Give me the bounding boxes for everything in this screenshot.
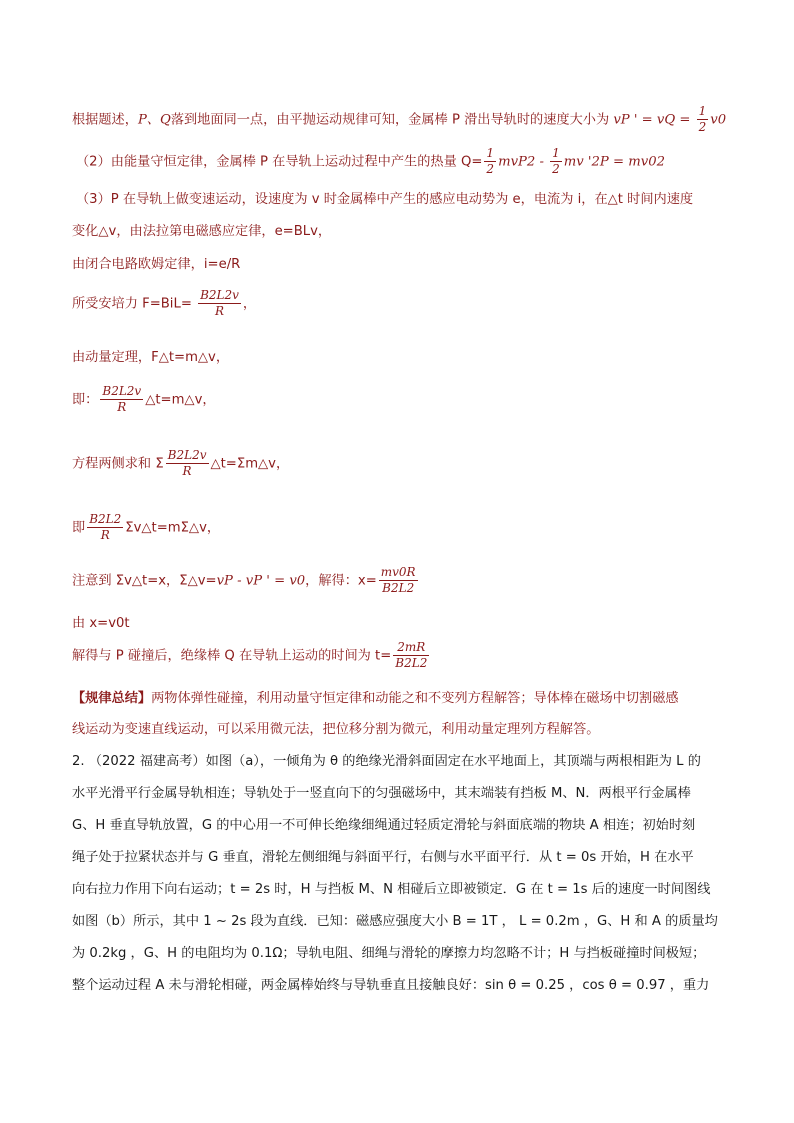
problem2-line: 如图（b）所示，其中 1 ~ 2s 段为直线．已知：磁感应强度大小 B = 1T ， L = 0.2m ，G、H 和 A 的质量均 [72,914,718,929]
text-segment: （2）由能量守恒定律，金属棒 P 在导轨上运动过程中产生的热量 Q= [76,154,483,170]
fraction-numerator: mv0R [380,565,416,579]
answer-line-9 [72,448,289,479]
fraction-numerator: 2mR [393,640,429,656]
fraction [697,104,709,135]
answer-line-6 [72,288,256,319]
answer-line-3: （3）P 在导轨上做变速运动，设速度为 v 时金属棒中产生的感应电动势为 e，电流为 i，在△t 时间内速度 [76,192,694,207]
problem2-line: 向右拉力作用下向右运动；t = 2s 时，H 与挡板 M、N 相碰后立即被锁定．G 在 t = 1s 后的速度一时间图线 [72,882,711,897]
problem2-line: 绳子处于拉紧状态并与 G 垂直，滑轮左侧细绳与斜面平行，右侧与水平面平行．从 t = 0s 开始，H 在水平 [72,850,694,865]
fraction-denominator: B2L2 [395,656,428,670]
summary-label: 【规律总结】 [72,691,152,706]
fraction [198,288,241,319]
text-segment: 方程两侧求和 Σ [72,456,164,472]
formula-segment: mvP2 - [498,154,549,170]
fraction-denominator: R [117,400,127,414]
fraction [166,448,209,479]
text-segment: 落到地面同一点，由平抛运动规律可知，金属棒 P 滑出导轨时的速度大小为 [170,112,614,128]
fraction-numerator: 1 [552,146,560,160]
text-segment: ，解得：x= [305,573,377,589]
answer-line-4: 变化△v，由法拉第电磁感应定律，e=BLv， [72,224,332,239]
fraction [87,512,123,543]
fraction [379,565,418,596]
answer-line-12: 由 x=v0t [72,616,130,631]
formula-segment: vP - vP ' = v0 [216,573,306,589]
fraction-numerator: B2L2v [102,384,142,398]
answer-line-13 [72,640,431,671]
fraction-denominator: R [100,528,110,542]
text-segment: 即： [72,392,99,408]
answer-line-11 [72,565,420,596]
fraction-denominator: R [214,304,225,318]
problem2-line: 整个运动过程 A 未与滑轮相碰，两金属棒始终与导轨垂直且接触良好：sin θ = 0.25 ，cos θ = 0.97 ，重力 [72,978,710,993]
text-segment: 根据题述， [72,112,138,128]
problem2-line: 2. （2022 福建高考）如图（a），一倾角为 θ 的绝缘光滑斜面固定在水平地面上，其顶端与两根相距为 L 的 [72,754,701,769]
summary-line-1 [72,687,679,706]
summary-line-2: 线运动为变速直线运动，可以采用微元法，把位移分割为微元，利用动量定理列方程解答。 [72,722,600,737]
fraction [550,146,562,177]
fraction-numerator: B2L2v [200,288,239,302]
fraction-denominator: 2 [486,162,495,176]
fraction-denominator: 2 [698,120,707,134]
problem2-line: 水平光滑平行金属导轨相连；导轨处于一竖直向下的匀强磁场中，其末端装有挡板 M、N．两根平行金属棒 [72,786,691,801]
problem2-line: 为 0.2kg ，G、H 的电阻均为 0.1Ω；导轨电阻、细绳与滑轮的摩擦力均忽略不计；H 与挡板碰撞时间极短； [72,946,706,961]
summary-text: 两物体弹性碰撞，利用动量守恒定律和动能之和不变列方程解答；导体棒在磁场中切割磁感 [151,691,679,706]
problem2-line: G、H 垂直导轨放置，G 的中心用一不可伸长绝缘细绳通过轻质定滑轮与斜面底端的物块 A 相连；初始时刻 [72,818,696,833]
fraction-numerator: B2L2 [89,512,122,526]
answer-line-1 [72,104,726,135]
text-segment: ， [242,296,257,312]
text-segment: △t=m△v， [145,392,216,408]
fraction-denominator: B2L2 [382,581,415,595]
fraction [484,146,496,177]
text-segment: △t=Σm△v， [210,456,290,472]
fraction-denominator: R [182,464,192,478]
text-segment: 所受安培力 F=BiL= [72,296,197,312]
answer-line-5: 由闭合电路欧姆定律，i=e/R [72,257,241,272]
fraction-denominator: 2 [552,162,560,176]
text-segment: Σv△t=mΣ△v， [125,520,221,536]
answer-line-2 [76,146,665,177]
formula-segment: mv '2P = mv02 [563,154,665,170]
fraction-numerator: 1 [698,104,707,118]
text-segment: P、Q [137,112,171,128]
answer-line-8 [72,384,216,415]
text-segment: 即 [72,520,86,536]
formula-segment: vP ' = vQ = [613,112,695,128]
formula-segment: v0 [710,112,727,128]
fraction-numerator: 1 [486,146,495,160]
answer-line-10 [72,512,220,543]
fraction-numerator: B2L2v [167,448,207,462]
answer-line-7: 由动量定理，F△t=m△v， [72,350,230,365]
fraction [100,384,143,415]
text-segment: 解得与 P 碰撞后，绝缘棒 Q 在导轨上运动的时间为 t= [72,648,392,664]
fraction [393,640,429,671]
text-segment: 注意到 Σv△t=x，Σ△v= [72,573,217,589]
